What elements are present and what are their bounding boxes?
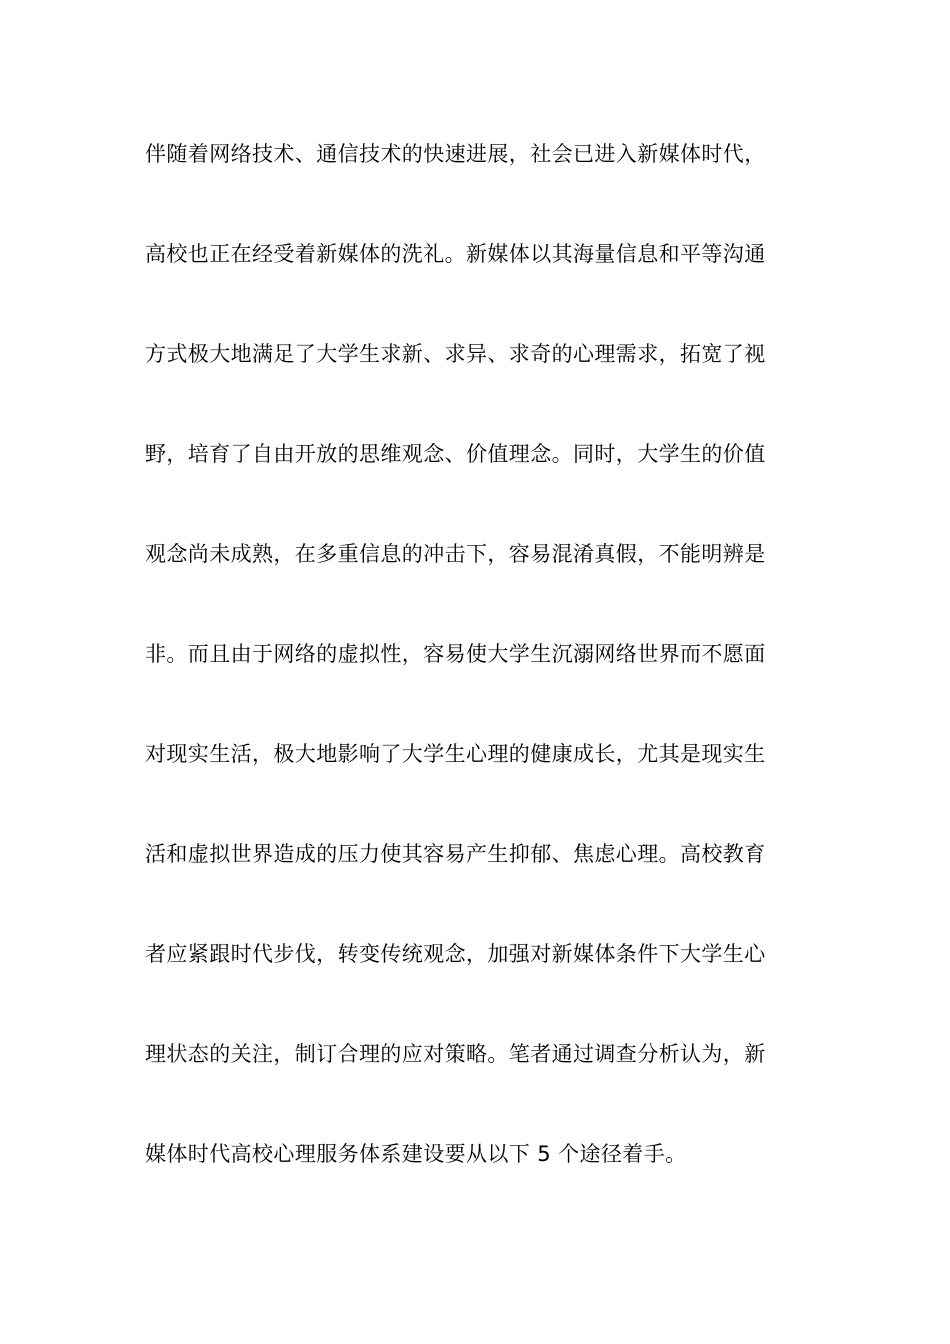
paragraph-line: 者应紧跟时代步伐，转变传统观念，加强对新媒体条件下大学生心 xyxy=(145,942,766,966)
paragraph-line: 野，培育了自由开放的思维观念、价值理念。同时，大学生的价值 xyxy=(145,442,766,466)
paragraph-line: 观念尚未成熟，在多重信息的冲击下，容易混淆真假，不能明辨是 xyxy=(145,542,766,566)
paragraph-line: 伴随着网络技术、通信技术的快速进展，社会已进入新媒体时代， xyxy=(145,142,766,166)
paragraph-line: 对现实生活，极大地影响了大学生心理的健康成长，尤其是现实生 xyxy=(145,742,766,766)
paragraph-line: 方式极大地满足了大学生求新、求异、求奇的心理需求，拓宽了视 xyxy=(145,342,766,366)
paragraph-line: 理状态的关注，制订合理的应对策略。笔者通过调查分析认为，新 xyxy=(145,1042,766,1066)
paragraph-line: 媒体时代高校心理服务体系建设要从以下 5 个途径着手。 xyxy=(145,1142,687,1166)
body-paragraph xyxy=(145,128,815,1228)
paragraph-line: 非。而且由于网络的虚拟性，容易使大学生沉溺网络世界而不愿面 xyxy=(145,642,766,666)
paragraph-line: 高校也正在经受着新媒体的洗礼。新媒体以其海量信息和平等沟通 xyxy=(145,242,766,266)
paragraph-line: 活和虚拟世界造成的压力使其容易产生抑郁、焦虑心理。高校教育 xyxy=(145,842,766,866)
